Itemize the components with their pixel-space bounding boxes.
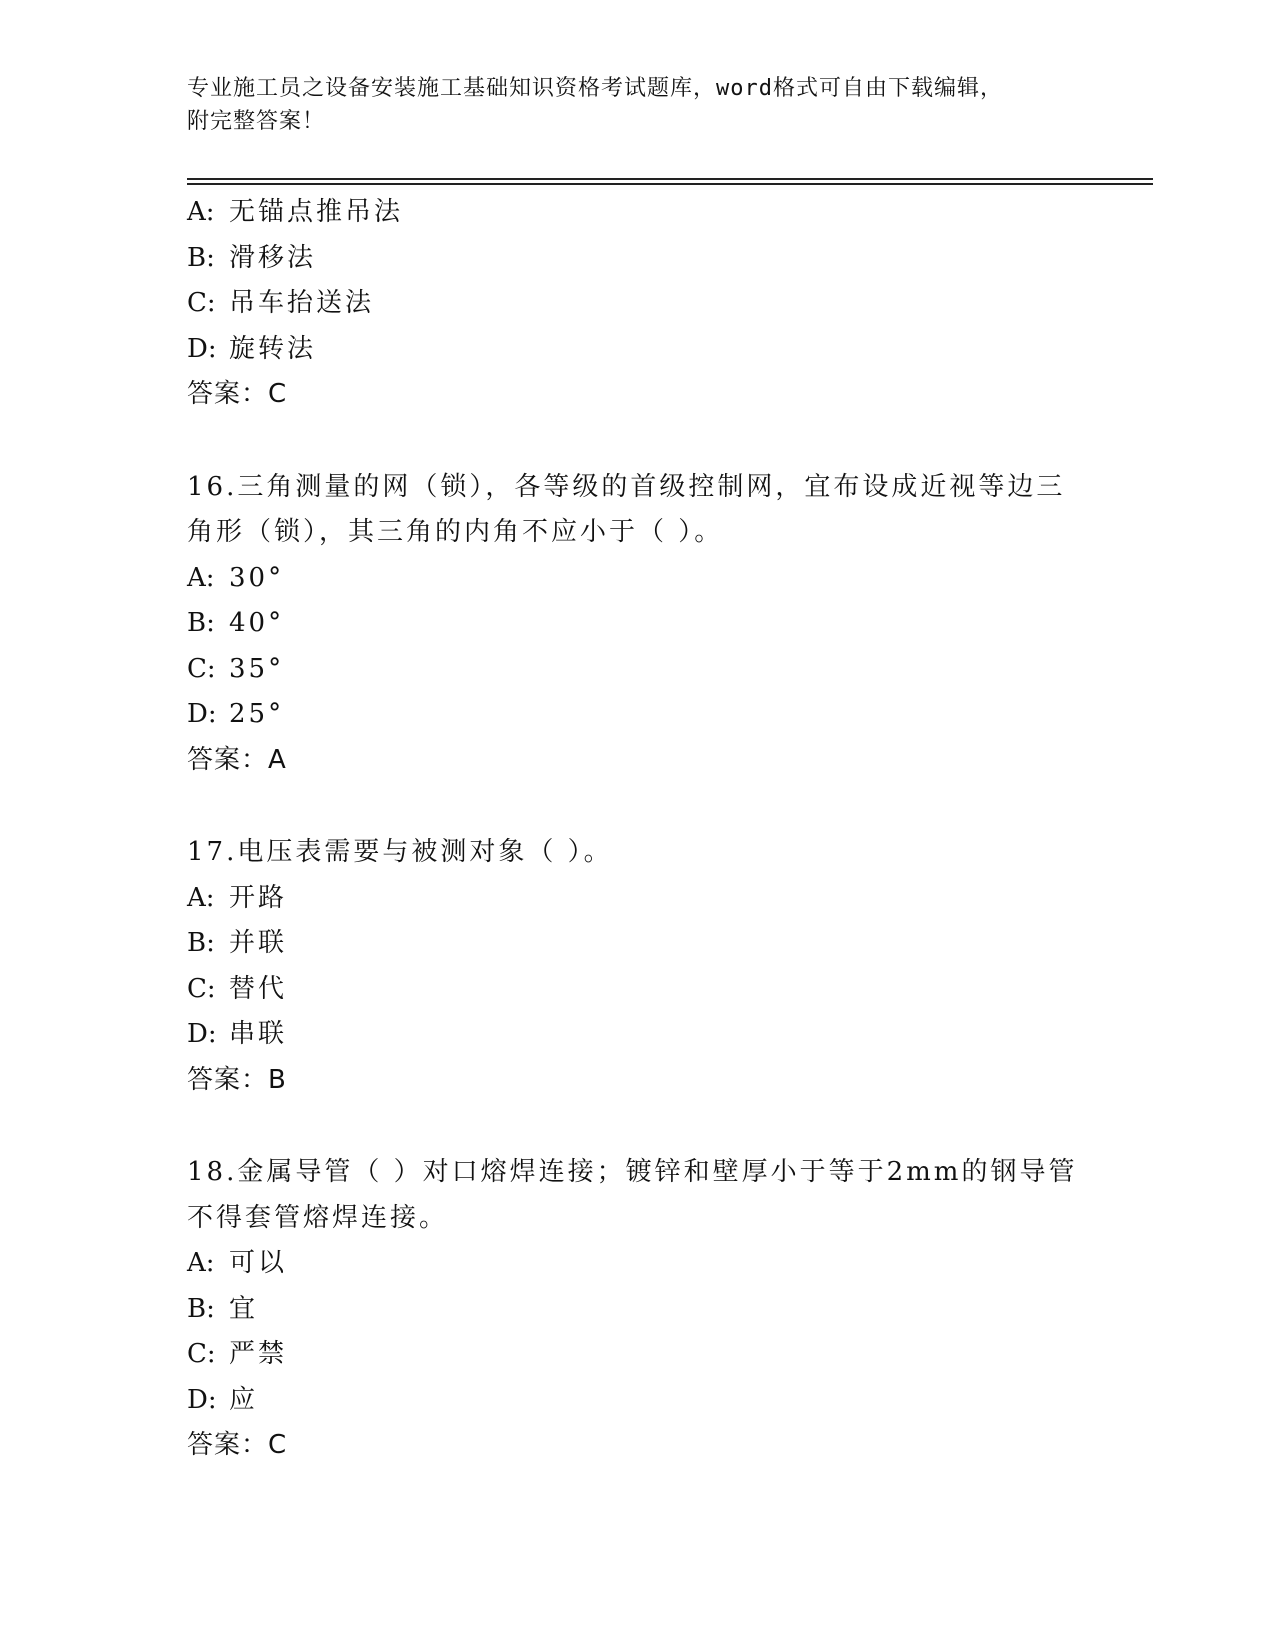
option-c [187,647,1087,693]
question-text-line-2: 不得套管熔焊连接。 [187,1202,449,1233]
document-header [187,72,1087,138]
option-text: 开路 [229,882,288,913]
option-key: D: [187,699,217,729]
option-b [187,921,1087,967]
block-spacer [187,783,1087,830]
header-divider-bottom [187,183,1153,185]
option-key: B: [187,928,215,958]
option-key: D: [187,1019,217,1049]
option-text: 严禁 [229,1339,288,1369]
option-key: A: [187,197,215,227]
option-text: 串联 [229,1019,288,1049]
option-key: B: [187,242,215,273]
option-text: 并联 [229,928,288,958]
question-text-line-1: 18.金属导管（ ）对口熔焊连接；镀锌和壁厚小于等于2mm的钢导管 [187,1157,1078,1187]
question-list [187,190,1087,1469]
option-a [187,556,1087,602]
option-d [187,327,1087,373]
option-key: A: [187,562,215,593]
option-text: 应 [229,1384,259,1415]
option-key: B: [187,608,215,638]
option-a [187,190,1087,236]
option-d [187,692,1087,738]
option-key: B: [187,1293,215,1324]
option-a [187,1241,1087,1287]
option-d [187,1378,1087,1424]
question-text-line-1: 17.电压表需要与被测对象（ ）。 [187,837,613,867]
option-key: D: [187,1384,217,1415]
question-block-16 [187,465,1087,784]
option-key: D: [187,333,217,364]
option-b [187,236,1087,282]
option-key: A: [187,1248,215,1278]
option-b [187,1287,1087,1333]
answer-line: 答案：A [187,744,287,775]
option-text: 旋转法 [229,333,317,364]
option-text: 30° [229,562,285,593]
option-c [187,1332,1087,1378]
answer-line: 答案：C [187,1430,288,1460]
option-text: 无锚点推吊法 [229,197,404,227]
option-text: 滑移法 [229,242,317,273]
option-text: 宜 [229,1293,259,1324]
option-key: A: [187,882,215,913]
question-block-15 [187,190,1087,418]
question-text-line-2: 角形（锁），其三角的内角不应小于（ ）。 [187,517,724,547]
header-line-1: 专业施工员之设备安装施工基础知识资格考试题库，word格式可自由下载编辑， [187,76,1003,101]
option-text: 吊车抬送法 [229,288,375,318]
option-d [187,1012,1087,1058]
option-key: C: [187,653,216,684]
option-key: C: [187,973,216,1004]
question-text-line-1: 16.三角测量的网（锁），各等级的首级控制网，宜布设成近视等边三 [187,471,1066,502]
option-a [187,876,1087,922]
option-text: 40° [229,608,285,638]
option-key: C: [187,1339,216,1369]
header-divider-top [187,178,1153,180]
option-c [187,967,1087,1013]
block-spacer [187,1103,1087,1150]
question-block-17 [187,830,1087,1103]
option-text: 25° [229,699,285,729]
answer-line: 答案：B [187,1064,287,1095]
option-text: 可以 [229,1248,288,1278]
option-text: 替代 [229,973,288,1004]
option-key: C: [187,288,216,318]
header-line-2: 附完整答案！ [187,109,326,134]
option-c [187,281,1087,327]
option-text: 35° [229,653,285,684]
option-b [187,601,1087,647]
question-block-18 [187,1150,1087,1469]
block-spacer [187,418,1087,465]
answer-line: 答案：C [187,379,288,409]
